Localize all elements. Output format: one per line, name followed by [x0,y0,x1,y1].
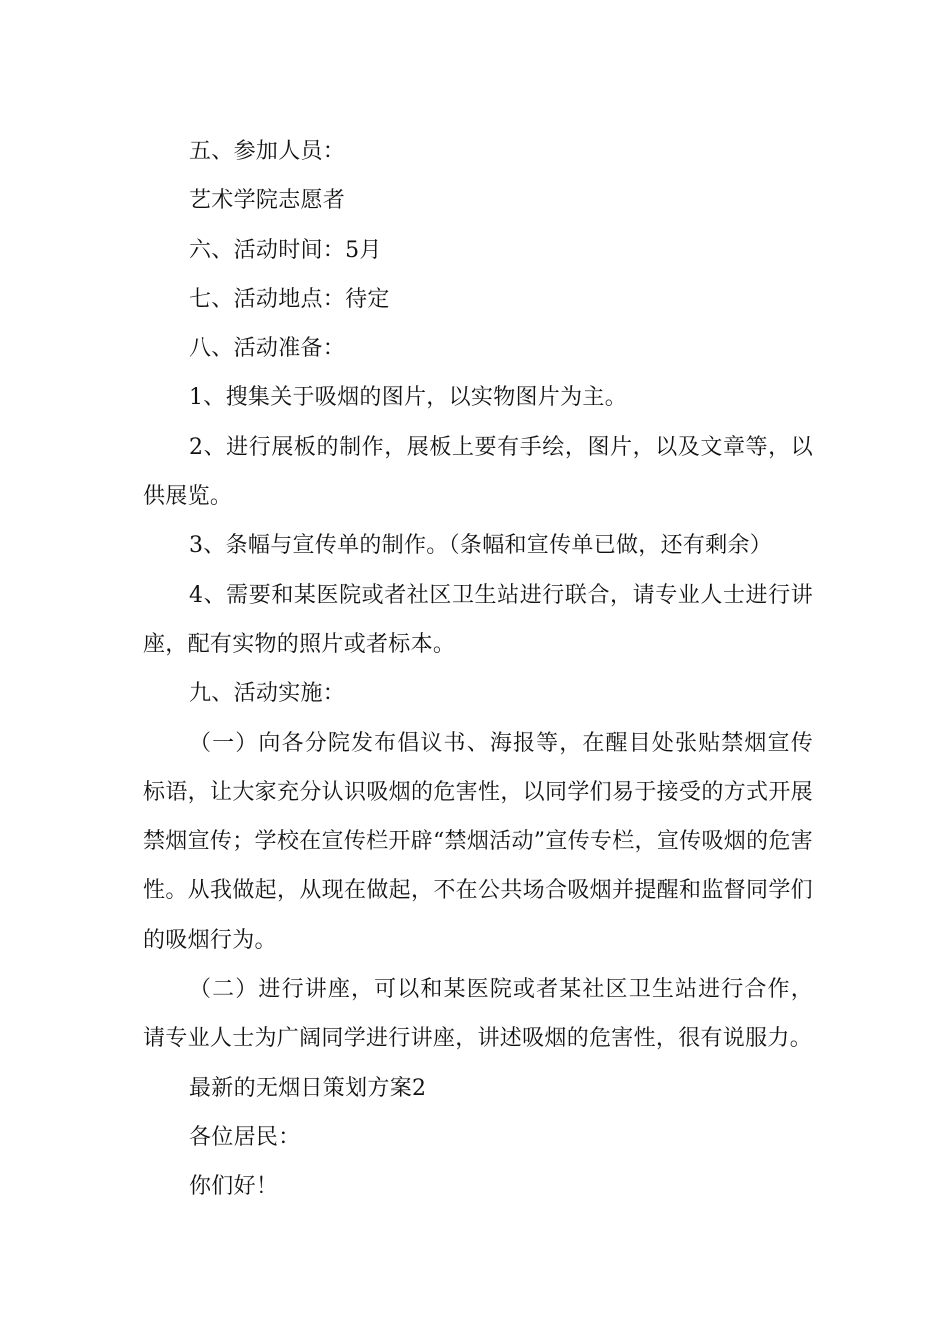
letter-greeting: 你们好！ [189,1174,279,1200]
section-heading-implementation: 九、活动实施： [189,681,346,707]
letter-salutation: 各位居民： [189,1124,301,1150]
preparation-item-3: 3、条幅与宣传单的制作。（条幅和宣传单已做，还有剩余） [189,533,773,559]
section-heading-participants: 五、参加人员： [189,139,346,164]
preparation-item-1: 1、搜集关于吸烟的图片，以实物图片为主。 [189,385,627,411]
plan-2-title: 最新的无烟日策划方案2 [189,1075,427,1101]
implementation-item-1: （一）向各分院发布倡议书、海报等，在醒目处张贴禁烟宣传标语，让大家充分认识吸烟的危害性，以同学们易于接受的方式开展禁烟宣传；学校在宣传栏开辟“禁烟活动”宣传专栏，宣传吸烟的危害性。从我做起，从现在做起，不在公共场合吸烟并提醒和监督同学们的吸烟行为。 [143,730,813,953]
activity-time: 六、活动时间：5月 [189,237,382,263]
preparation-item-4: 4、需要和某医院或者社区卫生站进行联合，请专业人士进行讲座，配有实物的照片或者标本。 [143,582,813,657]
implementation-item-2: （二）进行讲座，可以和某医院或者某社区卫生站进行合作，请专业人士为广阔同学进行讲座，讲述吸烟的危害性，很有说服力。 [143,977,813,1052]
section-heading-preparation: 八、活动准备： [189,336,346,362]
participants-text: 艺术学院志愿者 [189,188,346,214]
document-body [143,127,813,1212]
preparation-item-2: 2、进行展板的制作，展板上要有手绘，图片，以及文章等，以供展览。 [143,434,813,510]
activity-location: 七、活动地点：待定 [189,286,390,312]
